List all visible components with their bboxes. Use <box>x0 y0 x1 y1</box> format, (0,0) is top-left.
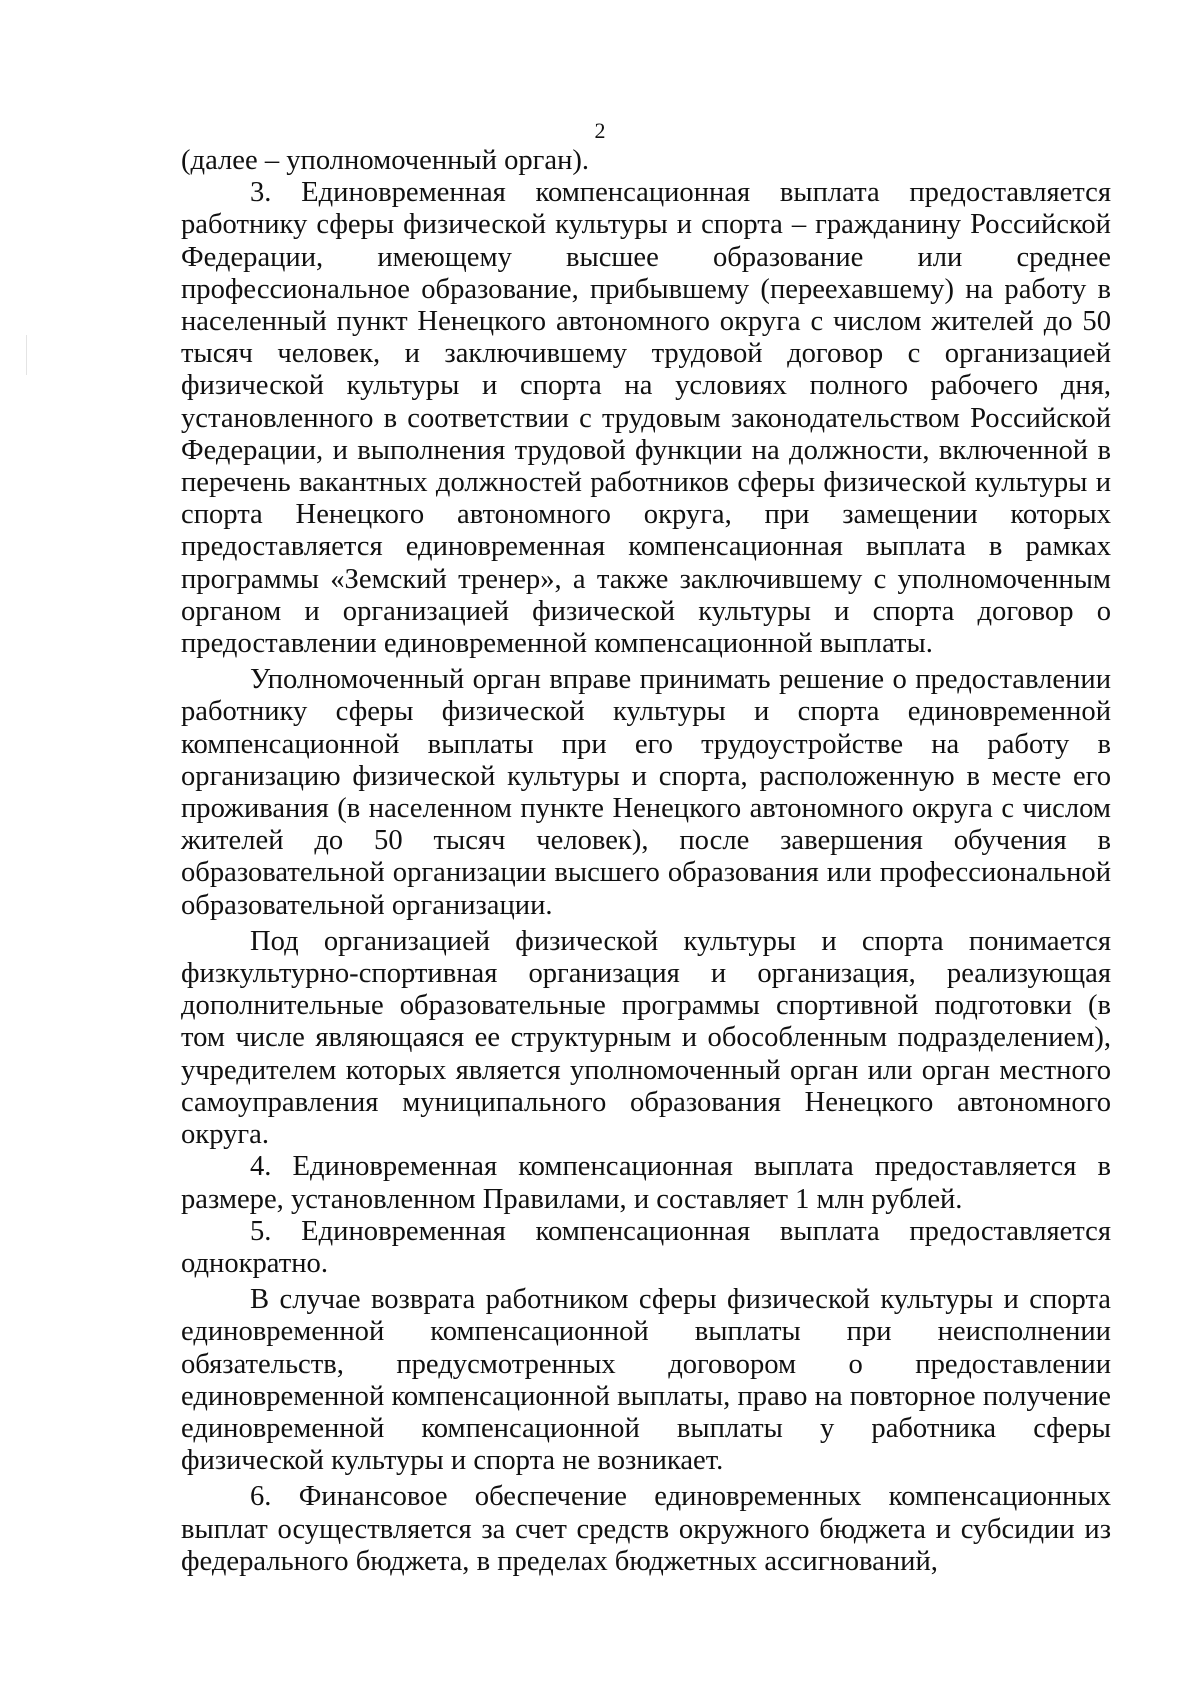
paragraph-refund: В случае возврата работником сферы физической культуры и спорта единовременной компенсационной выплаты при неисполнении обязательств, предусмотренных договором о предоставлении единовременной компенсационной выплаты, право на повторное получение единовременной компенсационной выплаты у работника сферы физической культуры и спорта не возникает. <box>181 1284 1111 1477</box>
paragraph-definition: Под организацией физической культуры и спорта понимается физкультурно-спортивная организация и организация, реализующая дополнительные образовательные программы спортивной подготовки (в том числе являющаяся ее структурным и обособленным подразделением), учредителем которых является уполномоченный орган или орган местного самоуправления муниципального образования Ненецкого автономного округа. <box>181 925 1111 1151</box>
scan-margin-mark <box>26 335 27 375</box>
paragraph-item-5: 5. Единовременная компенсационная выплата предоставляется однократно. <box>181 1215 1111 1279</box>
paragraph-item-4: 4. Единовременная компенсационная выплата предоставляется в размере, установленном Правилами, и составляет 1 млн рублей. <box>181 1151 1111 1215</box>
paragraph-item-3: 3. Единовременная компенсационная выплата предоставляется работнику сферы физической культуры и спорта – гражданину Российской Федерации, имеющему высшее образование или среднее профессиональное образование, прибывшему (переехавшему) на работу в населенный пункт Ненецкого автономного округа с числом жителей до 50 тысяч человек, и заключившему трудовой договор с организацией физической культуры и спорта на условиях полного рабочего дня, установленного в соответствии с трудовым законодательством Российской Федерации, и выполнения трудовой функции на должности, включенной в перечень вакантных должностей работников сферы физической культуры и спорта Ненецкого автономного округа, при замещении которых предоставляется единовременная компенсационная выплата в рамках программы «Земский тренер», а также заключившему с уполномоченным органом и организацией физической культуры и спорта договор о предоставлении единовременной компенсационной выплаты. <box>181 177 1111 660</box>
paragraph-authorized-body: Уполномоченный орган вправе принимать решение о предоставлении работнику сферы физической культуры и спорта единовременной компенсационной выплаты при его трудоустройстве на работу в организацию физической культуры и спорта, расположенную в месте его проживания (в населенном пункте Ненецкого автономного округа с числом жителей до 50 тысяч человек), после завершения обучения в образовательной организации высшего образования или профессиональной образовательной организации. <box>181 664 1111 921</box>
page-number: 2 <box>594 118 606 143</box>
paragraph-item-6: 6. Финансовое обеспечение единовременных компенсационных выплат осуществляется за счет средств окружного бюджета и субсидии из федерального бюджета, в пределах бюджетных ассигнований, <box>181 1481 1111 1577</box>
paragraph-continuation: (далее – уполномоченный орган). <box>181 145 590 176</box>
document-body <box>181 145 1111 1578</box>
